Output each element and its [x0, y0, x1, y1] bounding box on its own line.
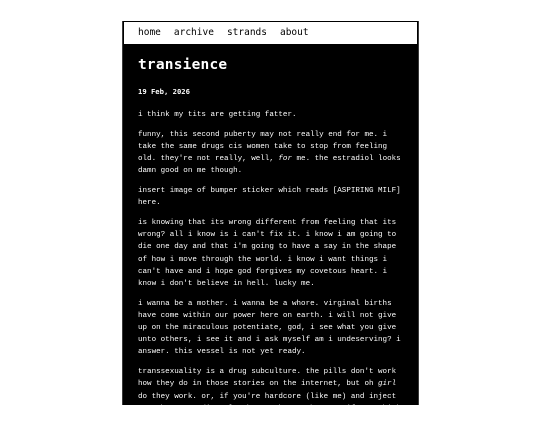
- paragraph-text: i think my tits are getting fatter.: [138, 111, 297, 119]
- post-paragraph: [138, 185, 408, 209]
- paragraph-text: me. the estradiol looks damn good on me though.: [138, 155, 401, 176]
- post-title: transience: [138, 57, 228, 73]
- blog-post: [138, 55, 408, 422]
- paragraph-emphasis: for: [278, 155, 292, 164]
- post-paragraph: [138, 217, 408, 290]
- nav-link-strands[interactable]: strands: [226, 27, 267, 38]
- paragraph-text: i wanna be a mother. i wanna be a whore. virginal births have come within our power here on earth. i will not give up on the miraculous potentiate, god, i see what you give unto others, i see it and i ask myself am i undeserving? i answer. this vessel is not yet ready.: [138, 299, 401, 357]
- nav-link-archive[interactable]: archive: [173, 27, 214, 38]
- post-paragraph: [138, 366, 408, 415]
- paragraph-text: do they work. or, if you're hardcore (like me) and inject your hormones directly they work even better! if you think: [138, 392, 401, 413]
- nav-link-about[interactable]: about: [279, 27, 309, 38]
- post-paragraph: [138, 109, 408, 121]
- post-paragraph: [138, 298, 408, 359]
- paragraph-text: is knowing that its wrong different from feeling that its wrong? all i know is i can't fix it. i know i am going to die one day and that i'm going to have a say in the shape of how i move through the world. i know i want things i can't have and i hope god forgives my covetous heart. i know i don't believe in hell. lucky me.: [138, 218, 397, 288]
- paragraph-text: transsexuality is a drug subculture. the pills don't work how they do in those stories on the internet, but oh: [138, 368, 397, 389]
- paragraph-text: funny, this second puberty may not really end for me. i take the same drugs cis women take to stop from feeling old. they're not really, well,: [138, 130, 388, 164]
- nav-link-home[interactable]: home: [138, 27, 161, 38]
- post-paragraph: [138, 129, 408, 178]
- post-date: 19 Feb, 2026: [138, 87, 190, 96]
- paragraph-text: insert image of bumper sticker which reads [ASPIRING MILF] here.: [138, 187, 401, 208]
- content-column: [122, 21, 419, 413]
- top-nav: [124, 22, 417, 44]
- paragraph-emphasis: girl: [378, 380, 397, 389]
